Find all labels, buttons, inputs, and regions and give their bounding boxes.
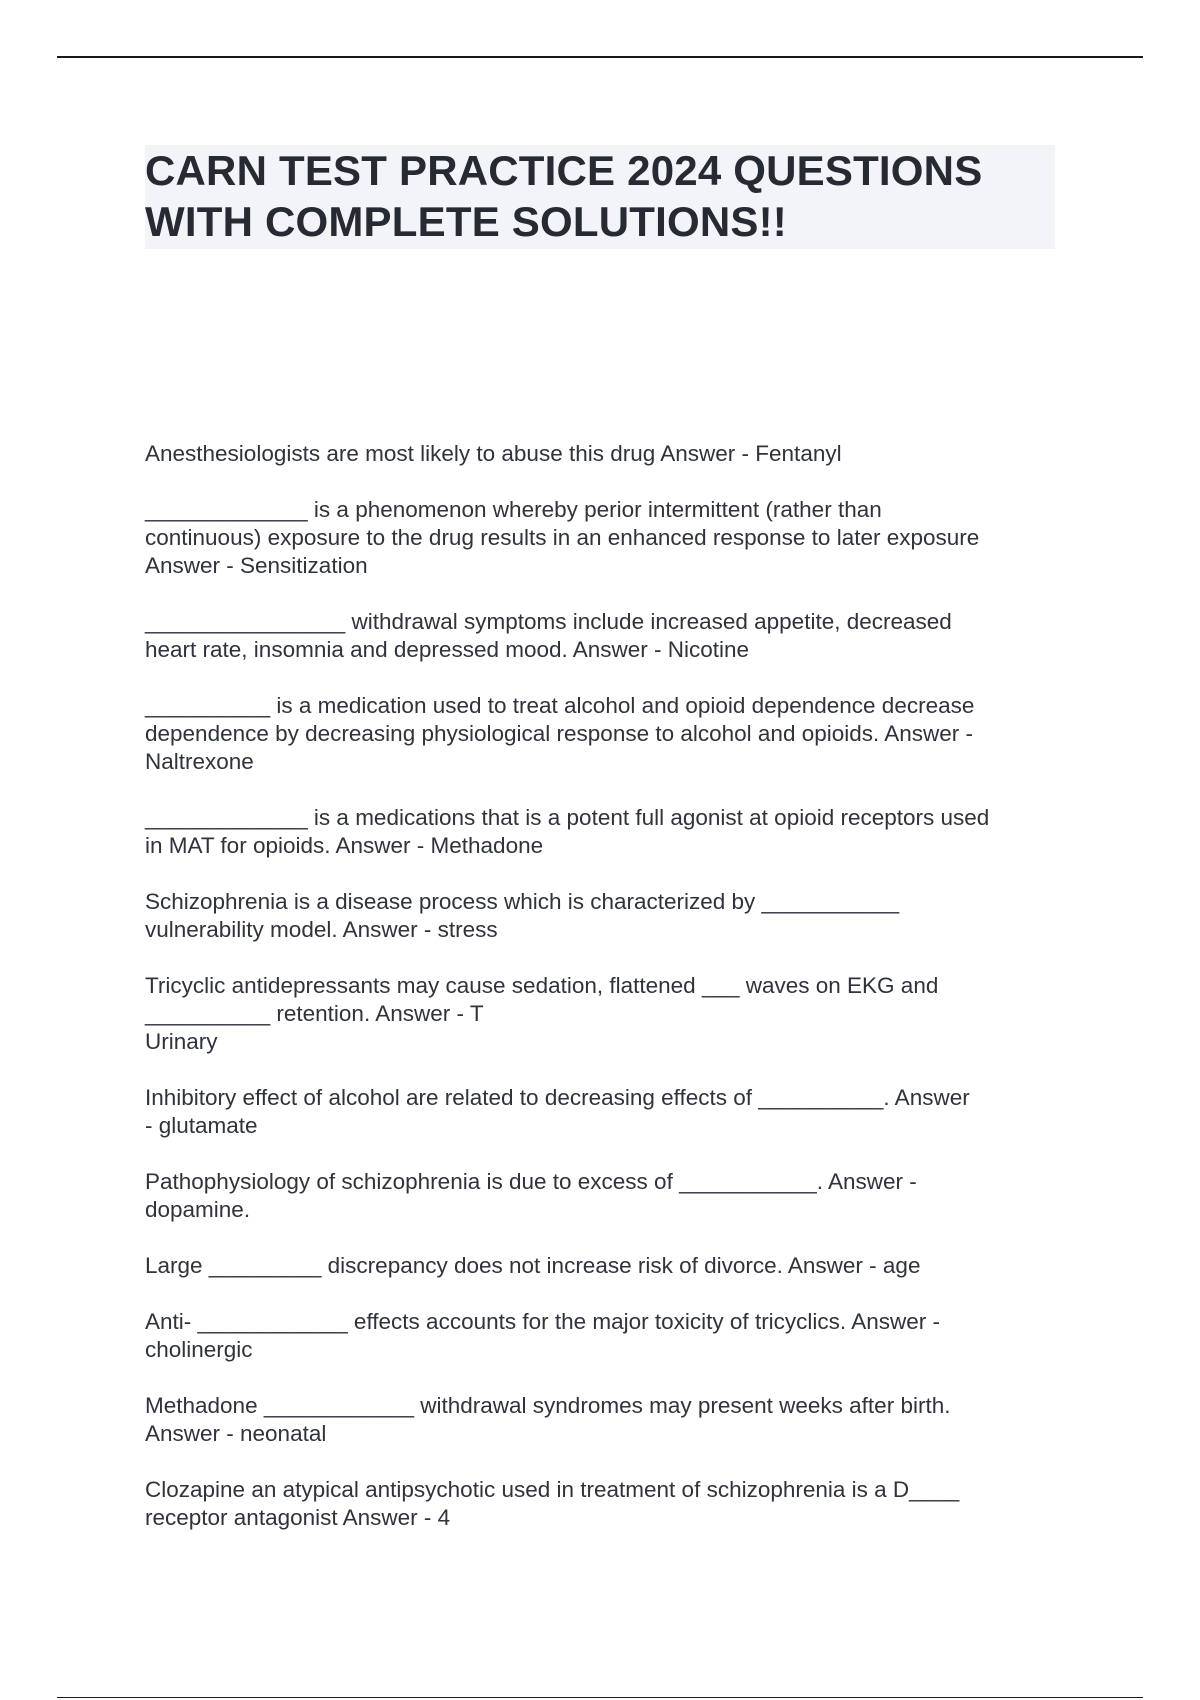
document-title: CARN TEST PRACTICE 2024 QUESTIONS WITH COMPLETE SOLUTIONS!! [145, 147, 983, 245]
title-block [145, 145, 1055, 249]
question-item: ________________ withdrawal symptoms include increased appetite, decreased heart rate, insomnia and depressed mood. Answer - Nicotine [145, 609, 952, 662]
question-item: Tricyclic antidepressants may cause sedation, flattened ___ waves on EKG and __________ retention. Answer - T Urinary [145, 973, 939, 1054]
question-item: Anesthesiologists are most likely to abuse this drug Answer - Fentanyl [145, 441, 842, 466]
question-item: _____________ is a phenomenon whereby perior intermittent (rather than continuous) exposure to the drug results in an enhanced response to later exposure Answer - Sensitization [145, 497, 980, 578]
question-item: __________ is a medication used to treat alcohol and opioid dependence decrease dependence by decreasing physiological response to alcohol and opioids. Answer - Naltrexone [145, 693, 975, 774]
question-item: Methadone ____________ withdrawal syndromes may present weeks after birth. Answer - neonatal [145, 1393, 951, 1446]
question-item: Inhibitory effect of alcohol are related to decreasing effects of __________. Answer - glutamate [145, 1085, 970, 1138]
question-item: Clozapine an atypical antipsychotic used in treatment of schizophrenia is a D____ receptor antagonist Answer - 4 [145, 1477, 960, 1530]
question-item: Pathophysiology of schizophrenia is due to excess of ___________. Answer - dopamine. [145, 1169, 917, 1222]
question-item: _____________ is a medications that is a potent full agonist at opioid receptors used in MAT for opioids. Answer - Methadone [145, 805, 990, 858]
footer-rule [57, 1697, 1143, 1698]
question-list [145, 440, 1065, 1560]
question-item: Schizophrenia is a disease process which is characterized by ___________ vulnerability model. Answer - stress [145, 889, 900, 942]
header-rule [57, 56, 1143, 58]
question-item: Anti- ____________ effects accounts for the major toxicity of tricyclics. Answer - cholinergic [145, 1309, 940, 1362]
question-item: Large _________ discrepancy does not increase risk of divorce. Answer - age [145, 1253, 921, 1278]
